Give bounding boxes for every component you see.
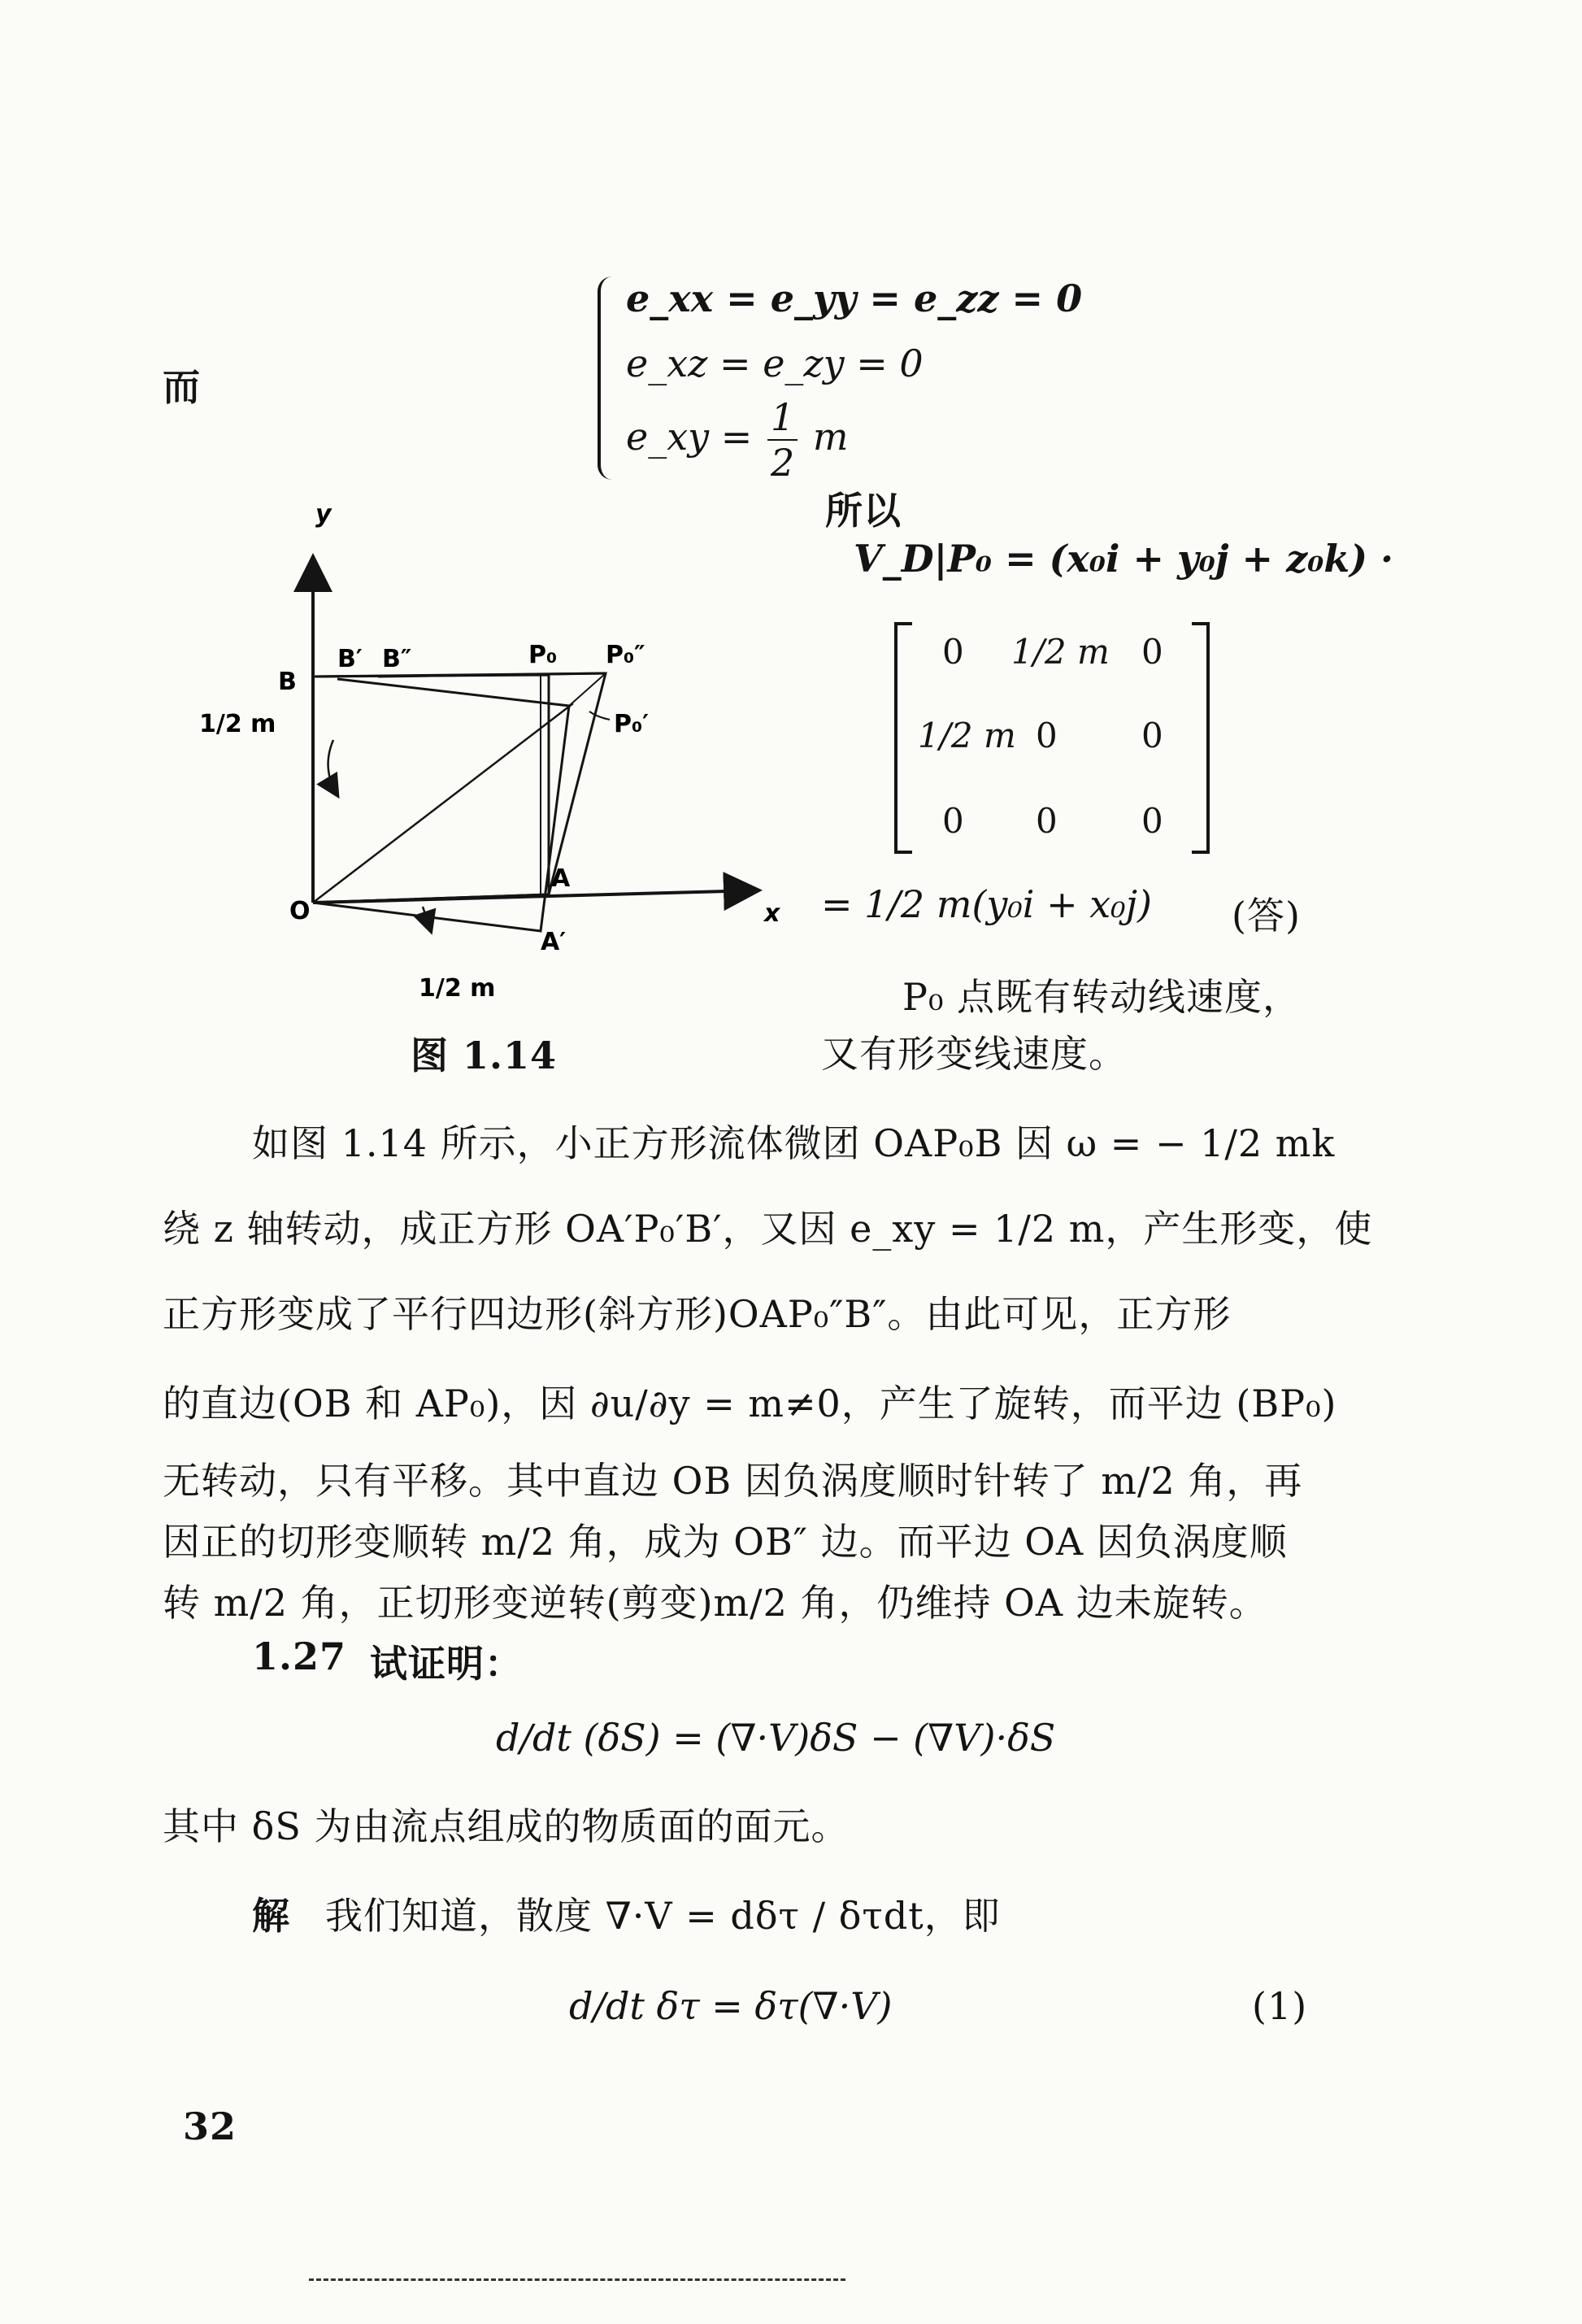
problem-equation: d/dt (δS) = (∇·V)δS − (∇V)·δS <box>496 1716 1056 1760</box>
solution-label: 解 <box>252 1894 290 1938</box>
edge <box>313 673 606 677</box>
problem-note: 其中 δS 为由流点组成的物质面的面元。 <box>163 1804 850 1848</box>
matrix-cell: 0 <box>1141 716 1163 755</box>
paragraph-line: 的直边(OB 和 AP₀)，因 ∂u/∂y = m≠0，产生了旋转，而平边 (BP₀) <box>163 1382 1337 1425</box>
edge <box>569 673 606 706</box>
velocity-lhs: V_D|P₀ = (x₀i + y₀j + z₀k) · <box>854 537 1394 581</box>
paragraph-line: 正方形变成了平行四边形(斜方形)OAP₀″B″。由此可见，正方形 <box>163 1292 1232 1336</box>
result-heading: 所以 <box>825 489 902 533</box>
rotation-arrow-bottom <box>423 907 431 931</box>
system-line-2: e_xz = e_zy = 0 <box>626 342 924 385</box>
matrix-cell: 0 <box>1036 716 1058 755</box>
solution-equation: d/dt δτ = δτ(∇·V) <box>569 1984 893 2028</box>
matrix-cell: 0 <box>1036 801 1058 841</box>
paragraph-line: 无转动，只有平移。其中直边 OB 因负涡度顺时针转了 m/2 角，再 <box>163 1459 1303 1503</box>
fraction-den: 2 <box>770 441 795 485</box>
label-p0: P₀ <box>528 641 558 669</box>
page-number: 32 <box>183 2104 237 2148</box>
axis-x-label: x <box>764 899 780 928</box>
label-b-prime: B′ <box>337 645 363 673</box>
equation-number: (1) <box>1252 1984 1308 2028</box>
scan-edge-line <box>309 2278 845 2281</box>
matrix-cell: 1/2 m <box>1011 632 1110 672</box>
paragraph-line: 因正的切形变顺转 m/2 角，成为 OB″ 边。而平边 OA 因负涡度顺 <box>163 1520 1288 1564</box>
rotation-arrow-top <box>328 740 337 795</box>
remark-line-1: P₀ 点既有转动线速度， <box>902 975 1302 1019</box>
half-m-top-label: 1/2 m <box>199 710 276 738</box>
system-line-3 <box>626 395 849 485</box>
figure-1-14 <box>179 488 813 1025</box>
label-p0-prime: P₀′ <box>614 710 650 738</box>
matrix-cell: 0 <box>1141 801 1163 841</box>
square-oap0b <box>313 675 549 903</box>
matrix-cell: 0 <box>942 632 964 672</box>
matrix-cell: 0 <box>942 801 964 841</box>
paragraph-line: 转 m/2 角，正切形变逆转(剪变)m/2 角，仍维持 OA 边未旋转。 <box>163 1581 1267 1625</box>
label-b: B <box>278 668 297 696</box>
label-leader <box>589 712 610 720</box>
matrix-cell: 1/2 m <box>918 716 1016 755</box>
label-p0-double-prime: P₀″ <box>606 641 645 669</box>
answer-tag: (答) <box>1232 894 1301 938</box>
tensor-matrix <box>894 622 1210 854</box>
remark-line-2: 又有形变线速度。 <box>821 1032 1127 1076</box>
solution-text: 我们知道，散度 ∇·V = dδτ / δτdt，即 <box>325 1894 1001 1938</box>
half-m-bottom-label: 1/2 m <box>419 974 496 1003</box>
label-a: A <box>551 864 571 893</box>
lead-word: 而 <box>163 365 201 409</box>
system-line-3-lhs: e_xy = <box>626 415 753 459</box>
label-a-prime: A′ <box>541 928 567 956</box>
paragraph-line: 绕 z 轴转动，成正方形 OA′P₀′B′，又因 e_xy = 1/2 m，产生形变，使 <box>163 1207 1373 1251</box>
figure-caption: 图 1.14 <box>411 1034 558 1077</box>
paragraph-line: 如图 1.14 所示，小正方形流体微团 OAP₀B 因 ω = − 1/2 mk <box>252 1121 1336 1165</box>
problem-number: 1.27 <box>252 1634 347 1678</box>
matrix-cell: 0 <box>1141 632 1163 672</box>
label-b-double-prime: B″ <box>382 645 412 673</box>
diagonal <box>313 703 573 903</box>
fraction <box>767 395 798 485</box>
problem-title: 试证明： <box>370 1642 523 1686</box>
system-brace <box>598 276 619 480</box>
system-line-1: e_xx = e_yy = e_zz = 0 <box>626 276 1083 320</box>
axis-y-label: y <box>315 500 332 529</box>
system-line-3-rhs: m <box>812 415 849 459</box>
fraction-num: 1 <box>767 398 798 441</box>
origin-label: O <box>289 897 311 925</box>
result-equation: = 1/2 m(y₀i + x₀j) <box>821 882 1152 926</box>
